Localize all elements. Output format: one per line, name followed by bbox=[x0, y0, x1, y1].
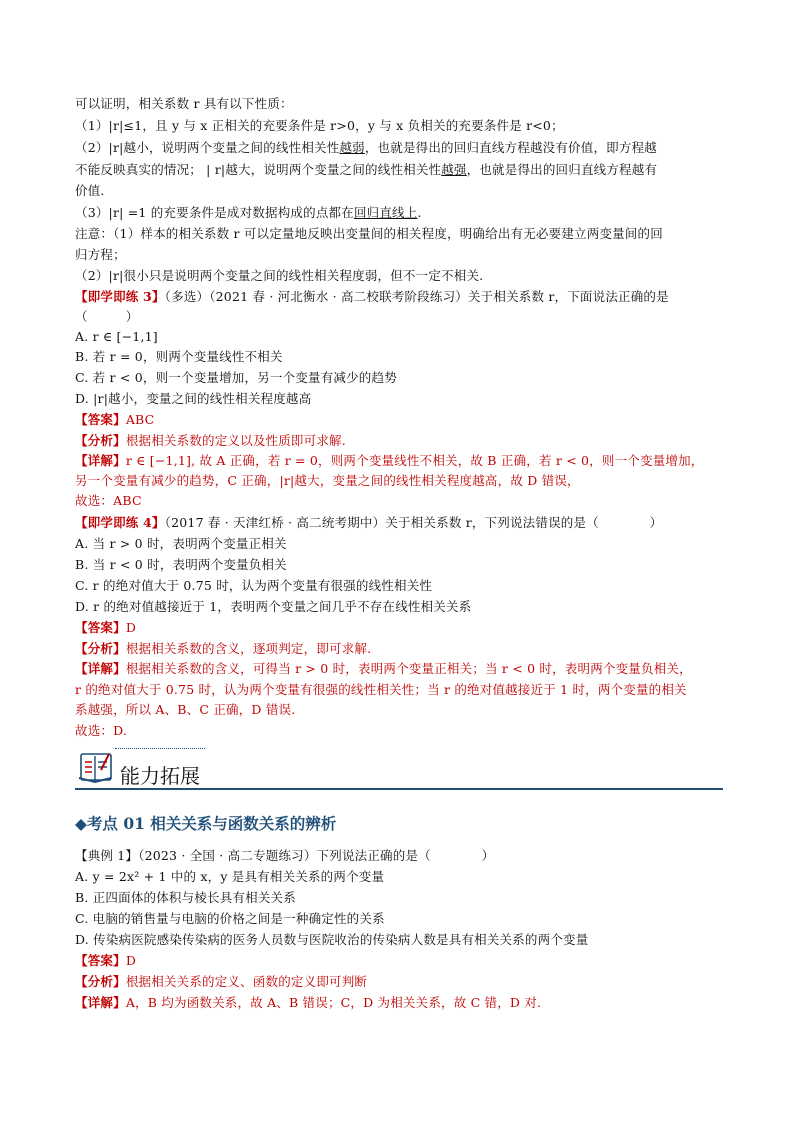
example-1-option-b: B. 正四面体的体积与棱长具有相关关系 bbox=[75, 890, 296, 905]
exercise-3-paren: （ ） bbox=[75, 309, 139, 324]
exercise-4-stem: 【即学即练 4】（2017 春 · 天津红桥 · 高二统考期中）关于相关系数 r，下列说法错误的是（ ） bbox=[75, 515, 663, 530]
exercise-3-detail-2: 另一个变量有减少的趋势，C 正确，|r|越大，变量之间的线性相关程度越高，故 D 错误， bbox=[75, 473, 580, 488]
example-1-detail: 【详解】A，B 均为函数关系，故 A、B 错误；C，D 为相关关系，故 C 错，D 对. bbox=[75, 995, 542, 1010]
property-1: （1）|r|≤1，且 y 与 x 正相关的充要条件是 r>0，y 与 x 负相关的充要条件是 r<0； bbox=[75, 118, 564, 133]
exercise-4-option-b: B. 当 r < 0 时，表明两个变量负相关 bbox=[75, 557, 287, 572]
exercise-3-option-c: C. 若 r < 0，则一个变量增加，另一个变量有减少的趋势 bbox=[75, 370, 397, 385]
section-title: 能力拓展 bbox=[120, 764, 200, 788]
exercise-3-answer: 【答案】ABC bbox=[75, 412, 155, 427]
exercise-3-option-a: A. r ∈ [−1,1] bbox=[75, 329, 158, 344]
exercise-3-selection: 故选：ABC bbox=[75, 493, 142, 508]
example-1-analysis: 【分析】根据相关关系的定义、函数的定义即可判断 bbox=[75, 974, 368, 989]
example-1-option-c: C. 电脑的销售量与电脑的价格之间是一种确定性的关系 bbox=[75, 911, 385, 926]
property-2-line3: 价值. bbox=[75, 183, 105, 198]
exercise-3-analysis: 【分析】根据相关系数的定义以及性质即可求解. bbox=[75, 433, 346, 448]
section-underline bbox=[75, 788, 723, 790]
exercise-3-option-d: D. |r|越小，变量之间的线性相关程度越高 bbox=[75, 391, 312, 406]
exercise-4-detail-2: r 的绝对值大于 0.75 时，认为两个变量有很强的线性相关性；当 r 的绝对值越接近于 1 时，两个变量的相关 bbox=[75, 682, 687, 697]
exercise-4-option-c: C. r 的绝对值大于 0.75 时，认为两个变量有很强的线性相关性 bbox=[75, 578, 433, 593]
property-3: （3）|r| =1 的充要条件是成对数据构成的点都在回归直线上. bbox=[75, 205, 422, 220]
property-2-line2: 不能反映真实的情况； | r|越大，说明两个变量之间的线性相关性越强，也就是得出的回归直线方程越有 bbox=[75, 162, 658, 177]
exercise-3-option-b: B. 若 r = 0，则两个变量线性不相关 bbox=[75, 349, 283, 364]
topic-heading: ◆考点 01 相关关系与函数关系的辨析 bbox=[75, 814, 337, 833]
exercise-4-analysis: 【分析】根据相关系数的含义，逐项判定，即可求解. bbox=[75, 641, 372, 656]
example-1-stem: 【典例 1】（2023 · 全国 · 高二专题练习）下列说法正确的是（ ） bbox=[75, 848, 495, 863]
section-header bbox=[75, 748, 725, 790]
note-2: （2）|r|很小只是说明两个变量之间的线性相关程度弱，但不一定不相关. bbox=[75, 268, 484, 283]
header-dotted-line bbox=[115, 748, 205, 749]
exercise-4-selection: 故选：D. bbox=[75, 723, 128, 738]
exercise-4-detail-3: 系越强，所以 A、B、C 正确，D 错误. bbox=[75, 702, 296, 717]
exercise-3-detail-1: 【详解】r ∈ [−1,1], 故 A 正确，若 r = 0，则两个变量线性不相关，故 B 正确，若 r < 0，则一个变量增加， bbox=[75, 453, 704, 468]
exercise-4-detail-1: 【详解】根据相关系数的含义，可得当 r > 0 时，表明两个变量正相关；当 r < 0 时，表明两个变量负相关， bbox=[75, 661, 692, 676]
exercise-4-option-a: A. 当 r > 0 时，表明两个变量正相关 bbox=[75, 536, 287, 551]
open-book-icon bbox=[75, 748, 115, 784]
example-1-answer: 【答案】D bbox=[75, 953, 137, 968]
exercise-4-option-d: D. r 的绝对值越接近于 1，表明两个变量之间几乎不存在线性相关关系 bbox=[75, 599, 472, 614]
example-1-option-a: A. y = 2x² + 1 中的 x，y 是具有相关关系的两个变量 bbox=[75, 869, 385, 884]
property-2-line1: （2）|r|越小，说明两个变量之间的线性相关性越弱，也就是得出的回归直线方程越没有价值，即方程越 bbox=[75, 140, 657, 155]
property-intro: 可以证明，相关系数 r 具有以下性质： bbox=[75, 96, 293, 111]
note-1: 注意：（1）样本的相关系数 r 可以定量地反映出变量间的相关程度，明确给出有无必要建立两变量间的回 bbox=[75, 226, 663, 241]
exercise-4-answer: 【答案】D bbox=[75, 620, 137, 635]
example-1-option-d: D. 传染病医院感染传染病的医务人员数与医院收治的传染病人数是具有相关关系的两个变量 bbox=[75, 932, 589, 947]
exercise-3-stem: 【即学即练 3】（多选）（2021 春 · 河北衡水 · 高二校联考阶段练习）关于相关系数 r，下面说法正确的是 bbox=[75, 289, 669, 304]
note-1-cont: 归方程； bbox=[75, 247, 126, 262]
